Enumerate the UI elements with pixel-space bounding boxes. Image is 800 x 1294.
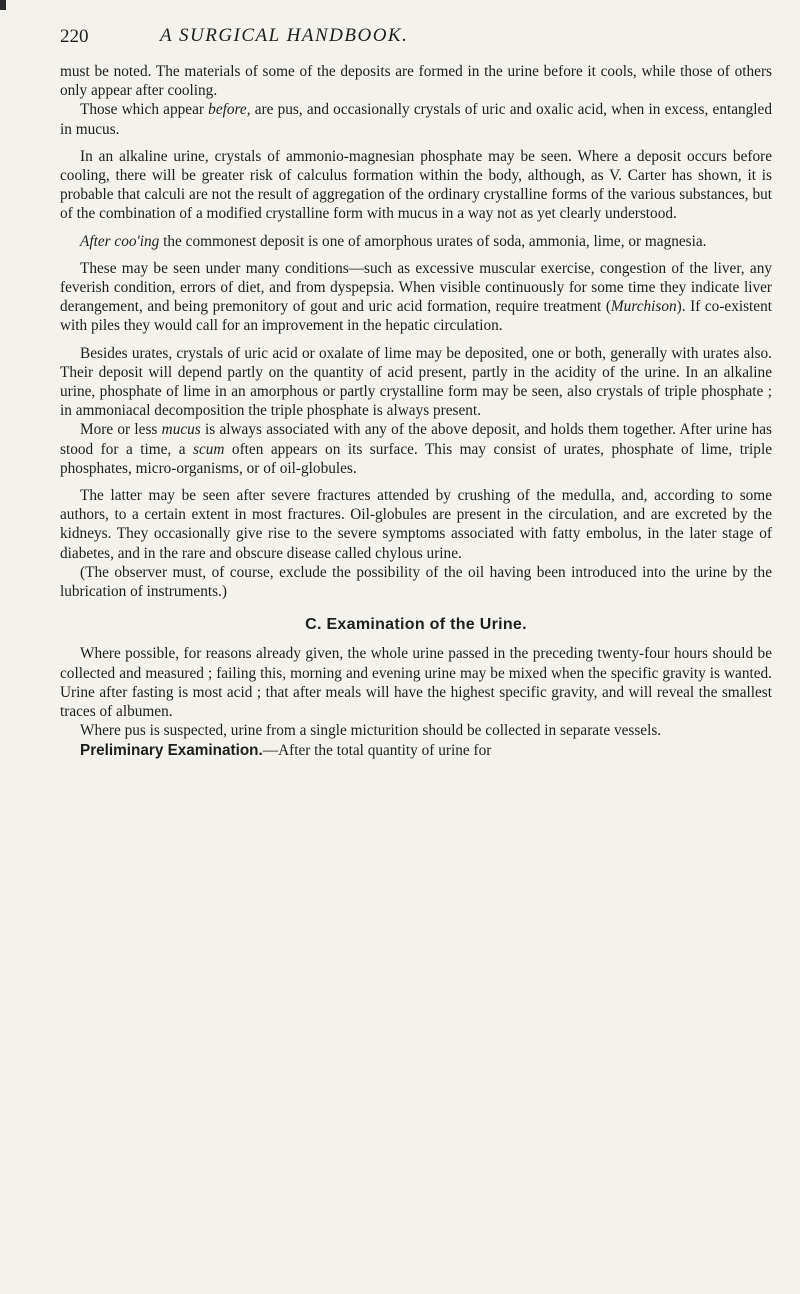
paragraph-after-cooling: [60, 232, 772, 251]
paragraph-text: Besides urates, crystals of uric acid or oxalate of lime may be deposited, one or both, generally with urates also. Their deposit will depend partly on the quantity of acid present, partly in the acidity of the urine. In an alkaline urine, phosphate of lime in an amorphous or partly crystalline form may be seen, also crystals of triple phosphate ; in ammoniacal decomposition the triple phosphate is always present.: [60, 344, 772, 420]
paragraph-text: Those which appear: [80, 101, 209, 119]
paragraph-text: must be noted. The materials of some of the deposits are formed in the urine before it cools, while those of others only appear after cooling.: [60, 63, 772, 100]
paragraph-text: The latter may be seen after severe fractures attended by crushing of the medulla, and, according to some authors, to a certain extent in most fractures. Oil-globules are present in the circulation, and are excreted by the kidneys. They occasionally give rise to the severe symptoms associated with fatty embolus, in the later stage of diabetes, and in the rare and obscure disease called chylous urine.: [60, 487, 772, 562]
page-header: [60, 26, 760, 56]
paragraph-text: ). If co-existent with piles they would call for an improvement in the hepatic circulation.: [60, 298, 772, 335]
paragraph-text: often appears on its surface. This may consist of urates, phosphate of lime, triple phosphates, micro-organisms, or of oil-globules.: [60, 440, 772, 477]
italic-term: before: [208, 101, 247, 119]
section-heading: C. Examination of the Urine.: [305, 616, 527, 634]
paragraph-observer-note: [60, 563, 772, 601]
italic-term: scum: [193, 440, 225, 458]
paragraph-text: More or less: [80, 421, 162, 439]
paragraph-collection: [60, 644, 772, 721]
paragraph-text: the commonest deposit is one of amorphous urates of soda, ammonia, lime, or magnesia.: [159, 232, 707, 250]
paragraph-text: Where possible, for reasons already given, the whole urine passed in the preceding twenty-four hours should be collected and measured ; failing this, morning and evening urine may be mixed when the specific gravity is wanted. Urine after fasting is most acid ; that after meals will have the highest specific gravity, and will reveal the smallest traces of albumen.: [60, 645, 772, 721]
paragraph-continued: [60, 62, 772, 100]
page-body: [60, 62, 772, 760]
paragraph-text: In an alkaline urine, crystals of ammonio-magnesian phosphate may be seen. Where a deposit occurs before cooling, there will be greater risk of calculus formation within the body, although, as V. Carter has shown, it is probable that calculi are not the result of aggregation of the ordinary crystalline forms of the various substances, but of the combination of a modified crystalline form with mucus in a way not as yet clearly understood.: [60, 147, 772, 223]
paragraph-text: Where pus is suspected, urine from a single micturition should be collected in separate vessels.: [80, 722, 662, 740]
paragraph-oil-globules: [60, 486, 772, 563]
paragraph-before-cooling: [60, 100, 772, 138]
italic-citation: Murchison: [610, 298, 677, 316]
paragraph-pus: [60, 721, 772, 740]
italic-term: mucus: [161, 421, 201, 439]
paragraph-urate-conditions: [60, 259, 772, 336]
paragraph-preliminary: [60, 741, 772, 760]
paragraph-text: is always associated with any of the above deposit, and holds them together. After urine has stood for a time, a: [60, 421, 772, 458]
paragraph-text: (The observer must, of course, exclude the possibility of the oil having been introduced into the urine by the lubrication of instruments.): [60, 563, 772, 601]
paragraph-alkaline-urine: [60, 147, 772, 224]
paragraph-crystals: [60, 344, 772, 421]
paragraph-mucus: [60, 420, 772, 478]
paragraph-text: These may be seen under many conditions—such as excessive muscular exercise, congestion of the liver, any feverish condition, errors of diet, and from dyspepsia. When visible continuously for some time they indicate liver derangement, and being premonitory of gout and uric acid formation, require treatment (: [60, 259, 772, 316]
running-title: A SURGICAL HANDBOOK.: [160, 25, 409, 46]
paragraph-text: —After the total quantity of urine for: [262, 741, 492, 759]
italic-term: After coo'ing: [80, 232, 160, 250]
page-corner-mark: [0, 0, 6, 10]
run-in-heading: Preliminary Examination.: [80, 741, 263, 759]
page-number: 220: [60, 26, 89, 47]
paragraph-text: , are pus, and occasionally crystals of uric and oxalic acid, when in excess, entangled in mucus.: [60, 101, 772, 138]
